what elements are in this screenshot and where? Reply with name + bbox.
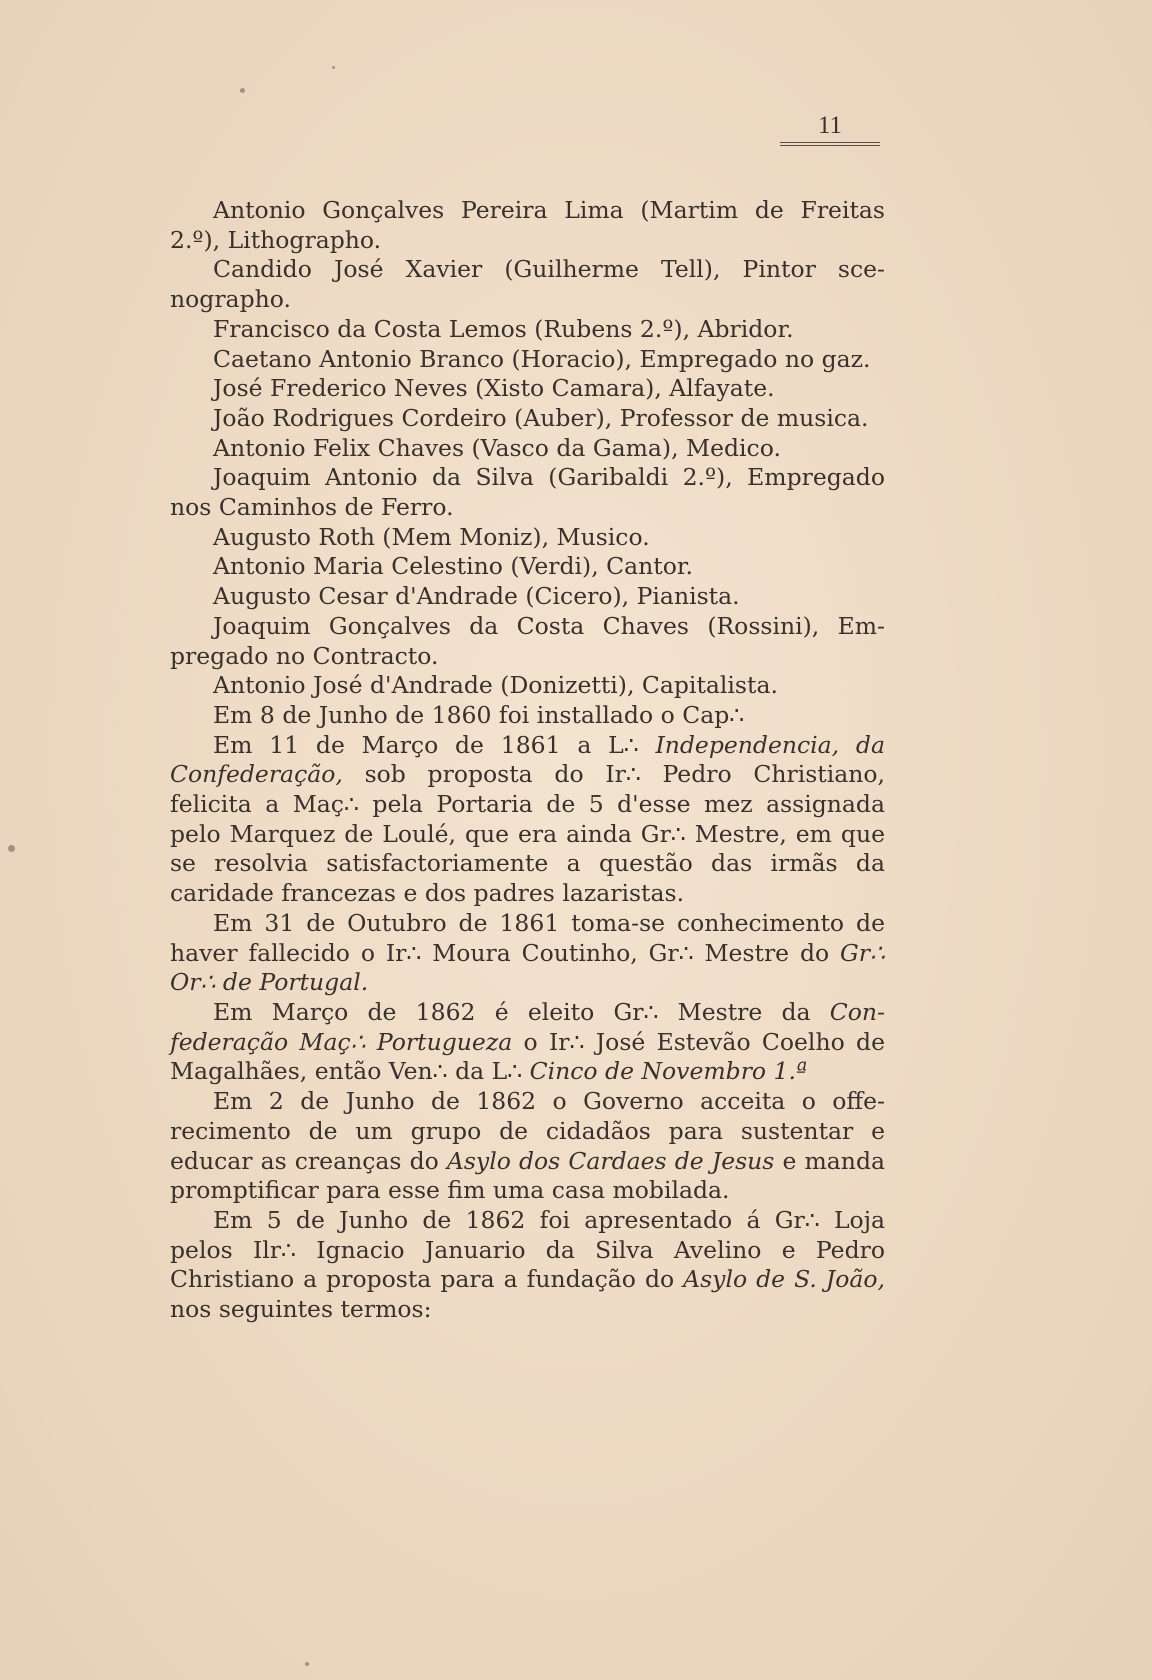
text-segment: Candido José Xavier (Guilherme Tell), Pintor scenographo. [170,255,885,314]
paragraph [170,671,885,701]
paragraph [170,1087,885,1206]
text-segment: Antonio Felix Chaves (Vasco da Gama), Medico. [213,433,781,462]
paragraph [170,196,885,255]
text-segment: Augusto Roth (Mem Moniz), Musico. [213,522,650,551]
text-segment: Em 2 de Junho de 1862 o Governo acceita o offerecimento de um grupo de cidadãos para sustentar e educar as creanças do [170,1087,885,1175]
paragraph [170,552,885,582]
text-segment: Francisco da Costa Lemos (Rubens 2.º), Abridor. [213,314,794,343]
paragraph [170,434,885,464]
text-segment: Antonio José d'Andrade (Donizetti), Capitalista. [213,671,778,700]
page-number: 11 [780,112,880,146]
paragraph [170,404,885,434]
text-segment: Em 11 de Março de 1861 a L∴ [213,730,656,759]
text-segment: Em 31 de Outubro de 1861 toma-se conhecimento de haver fallecido o Ir∴ Moura Coutinho, Gr∴ Mestre do [170,908,885,967]
paragraph [170,463,885,522]
paragraph [170,998,885,1087]
italic-text: Independencia, da Confederação, [170,730,885,789]
paragraph [170,345,885,375]
text-segment: Em 8 de Junho de 1860 foi installado o Cap∴ [213,700,745,729]
text-segment: Joaquim Gonçalves da Costa Chaves (Rossini), Empregado no Contracto. [170,611,885,670]
italic-text: Asylo dos Cardaes de Jesus [446,1146,775,1175]
italic-text: Cinco de Novembro 1.ª [529,1057,808,1086]
text-segment: João Rodrigues Cordeiro (Auber), Professor de musica. [213,403,869,432]
paragraph [170,582,885,612]
italic-text: Asylo de S. João, [683,1265,886,1294]
text-segment: nos seguintes termos: [170,1295,432,1324]
paragraph [170,731,885,909]
text-segment: Em 5 de Junho de 1862 foi apresentado á Gr∴ Loja pelos Ilr∴ Ignacio Januario da Silva Avelino e Pedro Christiano a proposta para a fundação do [170,1205,885,1294]
text-segment: José Frederico Neves (Xisto Camara), Alfayate. [213,374,775,403]
text-segment: Caetano Antonio Branco (Horacio), Empregado no gaz. [213,344,871,373]
italic-text: Gr∴ Or∴ de Portugal. [170,938,885,997]
paragraph [170,374,885,404]
paragraph [170,701,885,731]
text-segment: o Ir∴ José Estevão Coelho de Magalhães, então Ven∴ da L∴ [170,1027,885,1086]
paragraph [170,315,885,345]
text-segment: Em Março de 1862 é eleito Gr∴ Mestre da [213,997,830,1026]
ink-speck [8,845,15,852]
paragraph [170,255,885,314]
text-segment: Antonio Maria Celestino (Verdi), Cantor. [213,552,693,581]
text-segment: Augusto Cesar d'Andrade (Cicero), Pianista. [213,582,740,611]
paragraph [170,909,885,998]
paragraph [170,1206,885,1325]
text-segment: Antonio Gonçalves Pereira Lima (Martim de Freitas 2.º), Lithographo. [170,196,885,254]
ink-speck [332,66,335,69]
text-segment: sob proposta do Ir∴ Pedro Christiano, felicita a Maç∴ pela Portaria de 5 d'esse mez assignada pelo Marquez de Loulé, que era ainda Gr∴ Mestre, em que se resolvia satisfactoriamente a questão das irmãs da caridade francezas e dos padres lazaristas. [170,760,885,908]
ink-speck [305,1662,309,1666]
italic-text: Confederação Maç∴ Portugueza [170,997,885,1056]
text-segment: Joaquim Antonio da Silva (Garibaldi 2.º), Empregado nos Caminhos de Ferro. [170,463,885,522]
ink-speck [240,88,245,93]
paragraph [170,523,885,553]
paragraph [170,612,885,671]
text-segment: e manda promptificar para esse fim uma casa mobilada. [170,1146,885,1205]
body-text [170,196,885,1325]
